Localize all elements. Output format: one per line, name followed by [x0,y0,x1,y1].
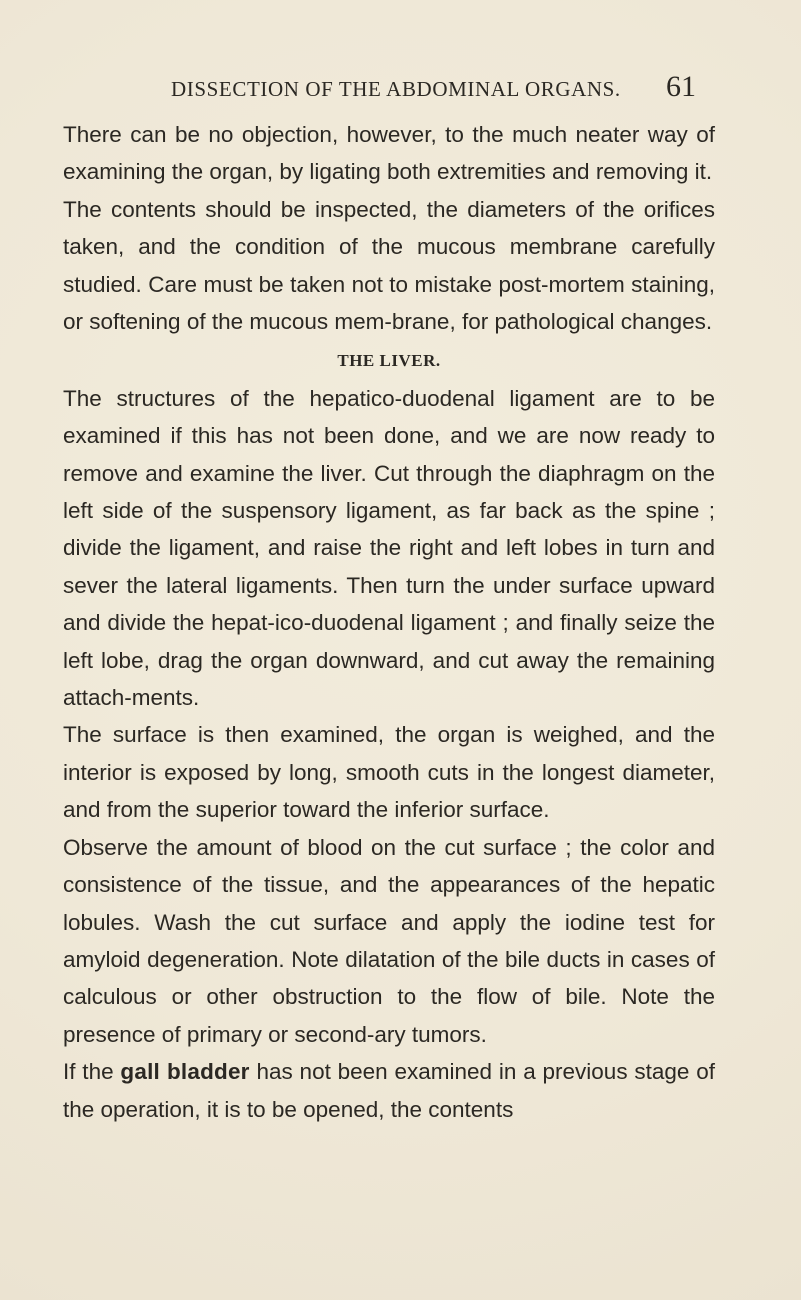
paragraph-surface-exam: The surface is then examined, the organ is weighed, and the interior is exposed by long, smooth cuts in the longest diameter, and from the superior toward the inferior surface. [63,722,715,823]
paragraph-liver-removal: The structures of the hepatico-duodenal ligament are to be examined if this has not been done, and we are now ready to remove and examine the liver. Cut through the diaphragm on the left side of the suspensory ligament, as far back as the spine ; divide the ligament, and raise the right and left lobes in turn and sever the lateral ligaments. Then turn the under surface upward and divide the hepat-ico-duodenal ligament ; and finally seize the left lobe, drag the organ downward, and cut away the remaining attach-ments. [63,385,715,711]
paragraph-contents-inspection: The contents should be inspected, the diameters of the orifices taken, and the condition of the mucous membrane carefully studied. Care must be taken not to mistake post-mortem staining, or softening of the mucous mem-brane, for pathological changes. [63,196,715,335]
page-body [63,116,715,1128]
running-title: DISSECTION OF THE ABDOMINAL ORGANS. [171,77,621,101]
gall-bladder-term: gall bladder [120,1059,250,1085]
page-number: 61 [666,70,696,103]
paragraph-observations: Observe the amount of blood on the cut surface ; the color and consistence of the tissue, and the appearances of the hepatic lobules. Wash the cut surface and apply the iodine test for amyloid degeneration. Note dilatation of the bile ducts in cases of calculous or other obstruction to the flow of bile. Note the presence of primary or second-ary tumors. [63,834,715,1047]
gall-bladder-text-end: has not been examined in a previous stage of the operation, it is to be opened, the contents [63,1059,715,1122]
paragraph-gall-bladder [63,1053,715,1128]
page-header [0,70,801,110]
gall-bladder-text-start: If the [63,1059,121,1085]
paragraph-organ-removal: There can be no objection, however, to the much neater way of examining the organ, by ligating both extremities and removing it. [63,122,715,185]
section-heading-liver: THE LIVER. [337,351,441,371]
